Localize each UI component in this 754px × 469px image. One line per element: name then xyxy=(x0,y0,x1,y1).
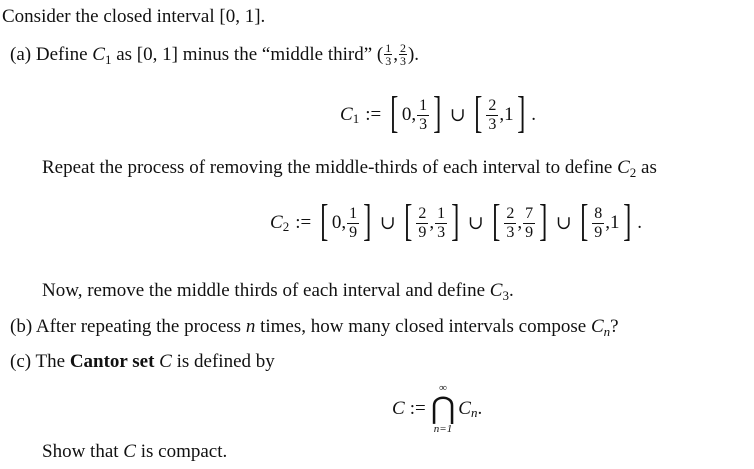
bracket-open: [ xyxy=(320,196,329,245)
show-line xyxy=(42,441,227,463)
frac-den: 9 xyxy=(418,223,427,241)
frac-den: 3 xyxy=(437,223,446,241)
frac-den: 3 xyxy=(488,115,497,133)
eq-cantor-assign: := xyxy=(409,398,426,419)
c3-symbol: C xyxy=(489,280,503,301)
now-line xyxy=(42,280,514,303)
frac-num: 7 xyxy=(525,204,534,222)
c1-symbol: C xyxy=(92,43,105,65)
frac-den: 9 xyxy=(349,223,358,241)
frac-den: 3 xyxy=(385,54,392,68)
frac-num: 1 xyxy=(419,96,428,114)
part-b-label: (b) xyxy=(10,316,33,337)
middle-third-comma: , xyxy=(393,43,398,65)
frac-num: 2 xyxy=(506,204,515,222)
frac-num: 1 xyxy=(385,41,392,55)
part-a-line xyxy=(10,43,419,68)
frac-two-thirds xyxy=(399,42,407,67)
cantor-symbol: C xyxy=(159,351,172,372)
interval-fraction xyxy=(523,205,535,242)
bracket-open: [ xyxy=(579,196,588,245)
part-c-text-after: is defined by xyxy=(176,351,275,372)
frac-den: 3 xyxy=(506,223,515,241)
bracket-close: ] xyxy=(622,196,631,245)
repeat-text: Repeat the process of removing the middle-thirds of each interval to define xyxy=(42,157,613,178)
bracket-close: ] xyxy=(433,88,442,137)
c1-subscript: 1 xyxy=(104,51,112,67)
intersection-operator xyxy=(431,383,456,435)
equation-c2: C 2 := [ 0 , $\frac{1}{9}$ ] ∪ [ $\frac{2}{9}$ , $\frac{1}{3}$ ] ∪ [ $\frac{2}{3}$ , $\frac{7}{9}$ ] ∪ [ $\frac{8}{9}$ , 1 ] . xyxy=(270,196,642,245)
lower-limit: n=1 xyxy=(433,423,453,435)
interval-value: 1 xyxy=(504,104,514,125)
cn-subscript: n xyxy=(603,324,611,339)
part-c-label: (c) xyxy=(10,351,32,372)
eq-cantor-end: . xyxy=(477,398,483,419)
frac-den: 9 xyxy=(594,223,603,241)
show-text-after: is compact. xyxy=(140,441,228,462)
eq-c2-end: . xyxy=(637,212,642,233)
interval-fraction xyxy=(347,205,359,242)
part-b-text-mid: times, how many closed intervals compose xyxy=(260,316,587,337)
frac-den: 3 xyxy=(399,54,406,68)
eq-c2-lhs-sub: 2 xyxy=(282,219,290,234)
c2-symbol: C xyxy=(617,157,630,178)
interval-value: 1 xyxy=(610,212,620,233)
frac-num: 1 xyxy=(349,204,358,222)
repeat-line xyxy=(42,157,657,180)
frac-num: 2 xyxy=(399,41,406,55)
eq-c1-end: . xyxy=(531,104,536,125)
interval-fraction xyxy=(592,205,604,242)
interval-fraction xyxy=(435,205,447,242)
bracket-open: [ xyxy=(473,88,483,137)
union-symbol: ∪ xyxy=(449,104,466,126)
equation-cantor xyxy=(392,383,482,435)
frac-num: 1 xyxy=(437,204,446,222)
intro-text xyxy=(2,6,265,28)
interval-value: 0 xyxy=(331,212,342,233)
eq-c1-assign: := xyxy=(365,104,382,125)
frac-num: 2 xyxy=(418,204,427,222)
eq-c1-lhs: C xyxy=(340,104,353,125)
middle-third-close: ). xyxy=(407,43,420,65)
eq-c1-lhs-sub: 1 xyxy=(352,111,360,126)
part-a-label: (a) xyxy=(10,43,32,65)
bracket-close: ] xyxy=(451,196,460,245)
upper-limit: ∞ xyxy=(439,382,447,394)
part-c-line xyxy=(10,351,275,373)
part-b-end: ? xyxy=(610,316,619,337)
frac-den: 3 xyxy=(419,115,428,133)
frac-one-third xyxy=(384,42,392,67)
cn-symbol: C xyxy=(590,316,604,337)
interval-fraction xyxy=(486,97,498,134)
frac-num: 2 xyxy=(488,96,497,114)
c2-subscript: 2 xyxy=(629,165,637,180)
middle-third-open: ( xyxy=(376,43,384,65)
eq-cantor-term-sub: n xyxy=(470,405,478,420)
frac-num: 8 xyxy=(594,204,603,222)
interval-fraction xyxy=(504,205,516,242)
intersection-symbol: ⋂ xyxy=(430,392,456,425)
bracket-close: ] xyxy=(539,196,548,245)
intro-sentence: Consider the closed interval [0, 1]. xyxy=(2,6,266,27)
cantor-set-term: Cantor set xyxy=(69,351,155,372)
interval-value: 0 xyxy=(401,104,412,125)
eq-c2-assign: := xyxy=(295,212,312,233)
bracket-open: [ xyxy=(403,196,413,245)
bracket-close: ] xyxy=(516,88,525,137)
n-symbol: n xyxy=(245,316,256,337)
show-symbol: C xyxy=(123,441,136,462)
eq-cantor-term: C xyxy=(458,398,471,419)
show-text-before: Show that xyxy=(42,441,119,462)
union-symbol: ∪ xyxy=(555,212,572,234)
part-b-text-before: After repeating the process xyxy=(35,316,242,337)
part-c-text-before: The xyxy=(35,351,66,372)
frac-den: 9 xyxy=(525,223,534,241)
part-a-text-before: Define xyxy=(35,43,88,65)
part-b-line xyxy=(10,316,619,339)
bracket-close: ] xyxy=(363,196,372,245)
now-end: . xyxy=(508,280,514,301)
now-text: Now, remove the middle thirds of each interval and define xyxy=(42,280,486,301)
union-symbol: ∪ xyxy=(467,212,484,234)
part-a-text-mid: as [0, 1] minus the “middle third” xyxy=(116,43,373,65)
equation-c1: C 1 := [ 0 , $\frac{1}{3}$ ] ∪ [ $\frac{2}{3}$ , 1 ] . xyxy=(340,88,536,137)
bracket-open: [ xyxy=(491,196,501,245)
bracket-open: [ xyxy=(390,88,399,137)
c3-subscript: 3 xyxy=(502,288,509,303)
eq-c2-lhs: C xyxy=(270,212,283,233)
repeat-tail: as xyxy=(641,157,657,178)
interval-fraction xyxy=(417,97,429,134)
union-symbol: ∪ xyxy=(379,212,396,234)
eq-cantor-lhs: C xyxy=(392,398,405,419)
interval-fraction xyxy=(416,205,428,242)
